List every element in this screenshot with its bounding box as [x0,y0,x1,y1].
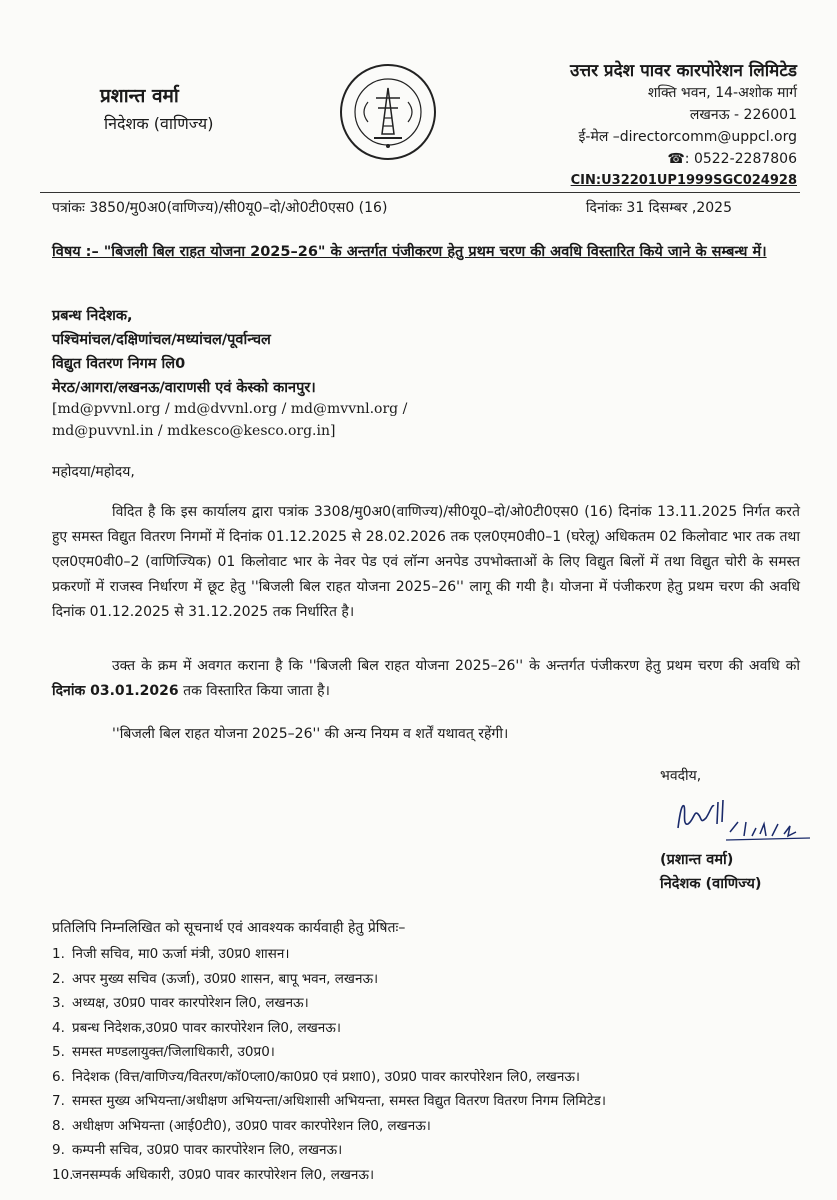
phone-line: ☎: 0522-2287806 [667,151,797,167]
body-paragraph-2-text-a: उक्त के क्रम में अवगत कराना है कि ''बिजली बिल राहत योजना 2025–26'' के अन्तर्गत पंजीकरण हेतु प्रथम चरण की अवधि को [112,658,800,674]
addressee-email-line-1: [md@pvvnl.org / md@dvvnl.org / md@mvvnl.org / [52,401,408,417]
list-item: 2. अपर मुख्य सचिव (ऊर्जा), उ0प्र0 शासन, बापू भवन, लखनऊ। [52,970,379,987]
body-paragraph-1-text: विदित है कि इस कार्यालय द्वारा पत्रांक 3308/मु0अ0(वाणिज्य)/सी0यू0–दो/ओ0टी0एस0 (16) दिनांक 13.11.2025 निर्गत करते हुए समस्त विद्युत वितरण निगमों में दिनांक 01.12.2025 से 28.02.2026 तक एल0एम0वी0–1 (घरेलू) अधिकतम 02 किलोवाट भार तक तथा एल0एम0वी0–2 (वाणिज्यिक) 01 किलोवाट भार के नेवर पेड एवं लॉन्ग अनपेड उपभोक्ताओं के लिए विद्युत बिलों में तथा विद्युत चोरी के समस्त प्रकरणों में राजस्व निर्धारण में छूट हेतु ''बिजली बिल राहत योजना 2025–26'' लागू की गयी है। योजना में पंजीकरण हेतु प्रथम चरण की अवधि दिनांक 01.12.2025 से 31.12.2025 तक निर्धारित है। [52,504,800,620]
list-item: 1. निजी सचिव, मा0 ऊर्जा मंत्री, उ0प्र0 शासन। [52,946,290,962]
addressee-block [52,304,316,400]
list-item: 3. अध्यक्ष, उ0प्र0 पावर कारपोरेशन लि0, लखनऊ। [52,995,309,1011]
cin-number: CIN:U32201UP1999SGC024928 [570,173,797,188]
body-paragraph-2-text-c: तक विस्तारित किया जाता है। [183,683,330,699]
addressee-line-4: मेरठ/आगरा/लखनऊ/वाराणसी एवं केस्को कानपुर। [52,380,316,396]
addressee-line-1: प्रबन्ध निदेशक, [52,308,133,324]
list-item: 9. कम्पनी सचिव, उ0प्र0 पावर कारपोरेशन लि0, लखनऊ। [52,1142,343,1158]
reference-line [52,198,792,217]
email-line: ई-मेल –directorcomm@uppcl.org [578,129,797,145]
list-item: 8. अधीक्षण अभियन्ता (आई0टी0), उ0प्र0 पावर कारपोरेशन लि0, लखनऊ। [52,1117,431,1134]
body-paragraph-3 [52,722,800,747]
subject-line: विषय :– "बिजली बिल राहत योजना 2025–26" के अन्तर्गत पंजीकरण हेतु प्रथम चरण की अवधि विस्तारित किये जाने के सम्बन्ध में। [52,244,767,260]
address-line-1: शक्ति भवन, 14-अशोक मार्ग [647,85,797,101]
body-paragraph-3-text: ''बिजली बिल राहत योजना 2025–26'' की अन्य नियम व शर्तें यथावत् रहेंगी। [112,726,509,742]
copy-to-list [52,942,606,1187]
addressee-line-3: विद्युत वितरण निगम लि0 [52,356,186,372]
signatory-block [660,848,762,896]
copy-to-title: प्रतिलिपि निम्नलिखित को सूचनार्थ एवं आवश्यक कार्यवाही हेतु प्रेषितः– [52,920,406,936]
sender-name: प्रशान्त वर्मा [100,85,179,107]
header-divider [40,192,800,193]
organisation-block [570,60,797,192]
list-item: 5. समस्त मण्डलायुक्त/जिलाधिकारी, उ0प्र0। [52,1044,275,1060]
letter-date: दिनांकः 31 दिसम्बर ,2025 [585,200,732,216]
list-item: 6. निदेशक (वित्त/वाणिज्य/वितरण/कॉ0प्ला0/का0प्र0 एवं प्रशा0), उ0प्र0 पावर कारपोरेशन लि0, लखनऊ। [52,1068,581,1085]
sender-block [100,82,213,138]
signatory-name: (प्रशान्त वर्मा) [660,852,734,868]
addressee-line-2: पश्चिमांचल/दक्षिणांचल/मध्यांचल/पूर्वान्चल [52,332,271,348]
addressee-emails [52,398,407,442]
addressee-email-line-2: md@puvvnl.in / mdkesco@kesco.org.in] [52,423,336,439]
list-item: 7. समस्त मुख्य अभियन्ता/अधीक्षण अभियन्ता/अधिशासी अभियन्ता, समस्त विद्युत वितरण वितरण निगम लिमिटेड। [52,1093,606,1109]
handwritten-signature-icon [660,792,820,844]
salutation: महोदया/महोदय, [52,464,135,480]
address-line-2: लखनऊ - 226001 [689,107,797,123]
list-item: 10.जनसम्पर्क अधिकारी, उ0प्र0 पावर कारपोरेशन लि0, लखनऊ। [52,1166,375,1183]
extended-date: दिनांक 03.01.2026 [52,683,179,699]
list-item: 4. प्रबन्ध निदेशक,उ0प्र0 पावर कारपोरेशन लि0, लखनऊ। [52,1019,342,1036]
uppcl-logo-icon [338,62,438,162]
organisation-name: उत्तर प्रदेश पावर कारपोरेशन लिमिटेड [570,61,797,81]
body-paragraph-2 [52,654,800,704]
letter-number: पत्रांकः 3850/मु0अ0(वाणिज्य)/सी0यू0–दो/ओ0टी0एस0 (16) [52,200,388,216]
signatory-designation: निदेशक (वाणिज्य) [660,876,762,892]
sender-designation: निदेशक (वाणिज्य) [104,114,214,133]
body-paragraph-1 [52,500,800,625]
closing: भवदीय, [660,768,702,784]
